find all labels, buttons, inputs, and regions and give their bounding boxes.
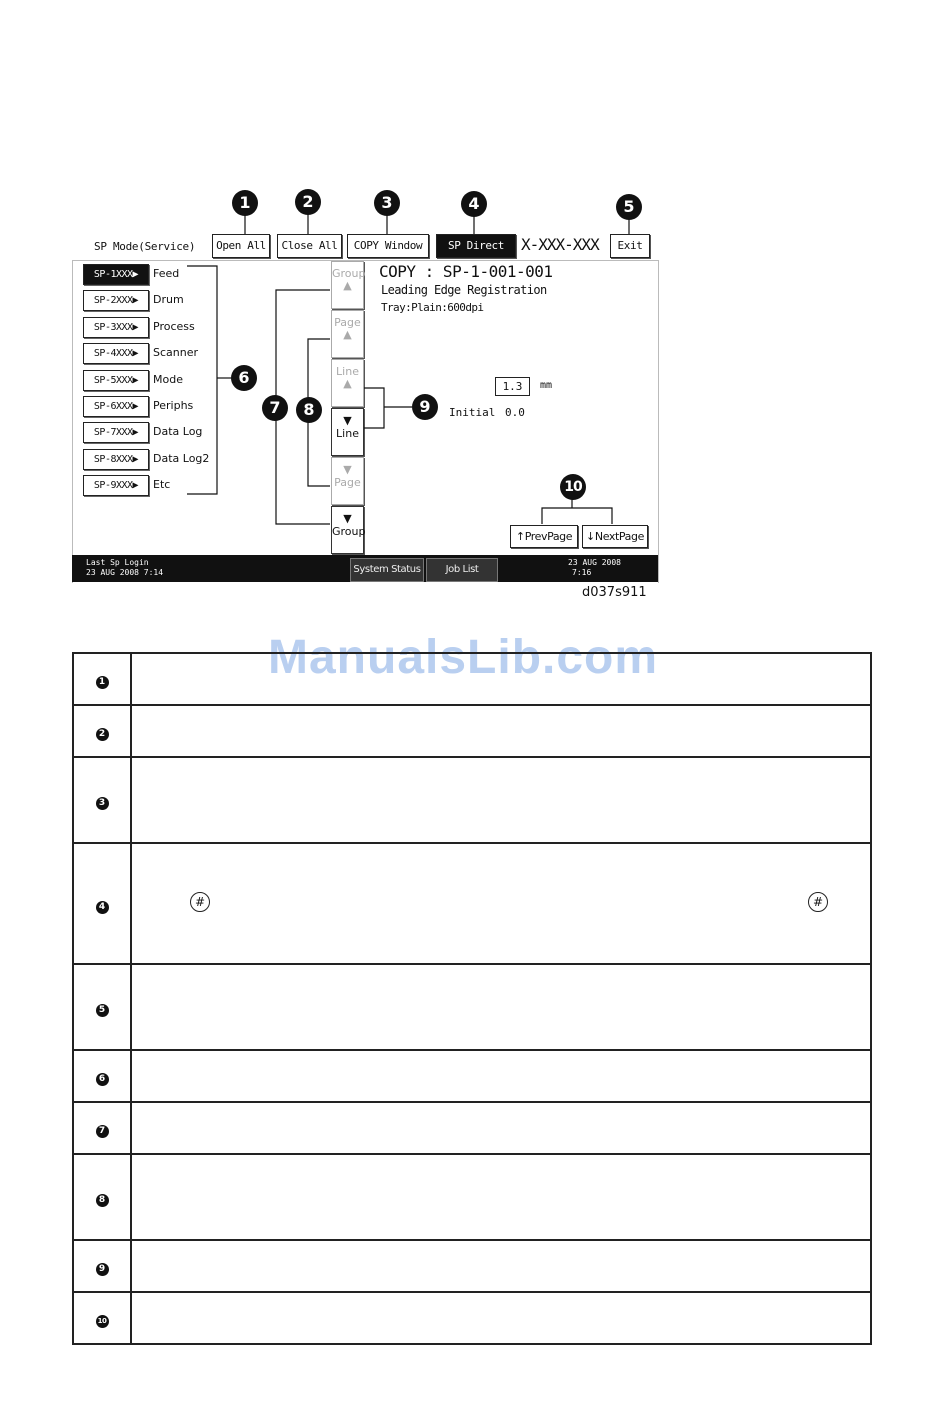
page-down-label: Page: [334, 476, 361, 489]
table-row: [73, 964, 871, 1050]
table-row: [73, 1240, 871, 1292]
table-row: [73, 1050, 871, 1102]
table-row: [73, 705, 871, 757]
sidebar-button-sp2[interactable]: SP-2XXX▶: [83, 290, 149, 311]
table-row: [73, 757, 871, 843]
line-down-label: Line: [336, 427, 359, 440]
callout-10: 10: [560, 474, 586, 500]
down-arrow-icon: ▼: [343, 414, 352, 427]
group-up-button[interactable]: [331, 261, 364, 309]
callout-5: 5: [616, 194, 642, 220]
initial-value: 0.0: [505, 406, 525, 419]
row-number: 1: [96, 676, 109, 689]
down-arrow-icon: ▼: [343, 512, 352, 525]
row-number: 5: [96, 1004, 109, 1017]
next-page-label: NextPage: [594, 530, 644, 543]
next-page-button[interactable]: [582, 525, 648, 548]
system-status-button[interactable]: System Status: [350, 558, 424, 582]
sidebar-label-data-log2: Data Log2: [153, 452, 210, 465]
sidebar-label-drum: Drum: [153, 293, 184, 306]
up-arrow-icon: ▲: [343, 279, 352, 292]
row-number: 10: [96, 1315, 109, 1328]
sidebar-button-sp5[interactable]: SP-5XXX▶: [83, 370, 149, 391]
callout-9: 9: [412, 394, 438, 420]
line-up-button[interactable]: [331, 359, 364, 407]
sidebar-label-scanner: Scanner: [153, 346, 199, 359]
page-up-button[interactable]: [331, 310, 364, 358]
group-up-label: Group: [332, 267, 366, 280]
sp-item-condition: Tray:Plain:600dpi: [381, 301, 484, 314]
down-arrow-icon: ↓: [586, 530, 595, 543]
hash-key-icon: #: [190, 892, 210, 912]
down-arrow-icon: ▼: [343, 463, 352, 476]
line-up-label: Line: [336, 365, 359, 378]
sidebar-label-data-log: Data Log: [153, 425, 203, 438]
row-number: 6: [96, 1073, 109, 1086]
legend-table: [72, 652, 872, 1345]
row-number: 9: [96, 1263, 109, 1276]
value-input[interactable]: 1.3: [495, 377, 530, 396]
sp-screen: [72, 260, 659, 583]
last-login-label: Last Sp Login: [86, 558, 149, 567]
sp-header: [70, 234, 660, 260]
last-login: [86, 558, 163, 578]
sidebar-label-etc: Etc: [153, 478, 171, 491]
callout-6: 6: [231, 365, 257, 391]
sp-code-title: COPY : SP-1-001-001: [379, 262, 553, 281]
watermark: ManualsLib.com: [268, 631, 659, 684]
hash-key-icon: #: [808, 892, 828, 912]
table-row: [73, 843, 871, 964]
close-all-button[interactable]: Close All: [277, 234, 342, 258]
group-down-button[interactable]: [331, 506, 364, 554]
sidebar-button-sp9[interactable]: SP-9XXX▶: [83, 475, 149, 496]
sidebar-label-process: Process: [153, 320, 195, 333]
callout-1: 1: [232, 190, 258, 216]
line-down-button[interactable]: [331, 408, 364, 456]
table-row: [73, 1154, 871, 1240]
sidebar-button-sp1[interactable]: SP-1XXX▶: [83, 264, 149, 285]
open-all-button[interactable]: Open All: [212, 234, 270, 258]
mode-title: SP Mode(Service): [94, 240, 196, 253]
table-row: [73, 1102, 871, 1154]
model-code: X-XXX-XXX: [521, 235, 599, 254]
callout-3: 3: [374, 190, 400, 216]
up-arrow-icon: ▲: [343, 328, 352, 341]
status-date: [568, 558, 621, 578]
exit-button[interactable]: Exit: [610, 234, 650, 258]
row-number: 7: [96, 1125, 109, 1138]
sidebar-button-sp7[interactable]: SP-7XXX▶: [83, 422, 149, 443]
copy-window-button[interactable]: COPY Window: [347, 234, 429, 258]
table-row: [73, 1292, 871, 1344]
row-number: 8: [96, 1194, 109, 1207]
status-bar: [72, 555, 658, 582]
initial-label: Initial: [449, 406, 496, 419]
row-number: 4: [96, 901, 109, 914]
row-number: 3: [96, 797, 109, 810]
page-up-label: Page: [334, 316, 361, 329]
status-date-day: 23 AUG 2008: [568, 558, 621, 567]
callout-8: 8: [296, 397, 322, 423]
value-unit: mm: [540, 380, 553, 391]
callout-2: 2: [295, 189, 321, 215]
prev-page-label: PrevPage: [524, 530, 573, 543]
sidebar-label-feed: Feed: [153, 267, 180, 280]
callout-7: 7: [262, 395, 288, 421]
job-list-button[interactable]: Job List: [426, 558, 498, 582]
sidebar-button-sp3[interactable]: SP-3XXX▶: [83, 317, 149, 338]
figure-id: d037s911: [582, 585, 647, 600]
callout-4: 4: [461, 191, 487, 217]
row-number: 2: [96, 728, 109, 741]
sidebar-button-sp8[interactable]: SP-8XXX▶: [83, 449, 149, 470]
prev-page-button[interactable]: [510, 525, 578, 548]
sidebar-button-sp6[interactable]: SP-6XXX▶: [83, 396, 149, 417]
last-login-date: 23 AUG 2008 7:14: [86, 568, 164, 577]
group-down-label: Group: [332, 525, 366, 538]
sidebar-button-sp4[interactable]: SP-4XXX▶: [83, 343, 149, 364]
up-arrow-icon: ▲: [343, 377, 352, 390]
status-date-time: 7:16: [572, 568, 592, 577]
sidebar-label-mode: Mode: [153, 373, 183, 386]
sidebar-label-periphs: Periphs: [153, 399, 194, 412]
sp-direct-button[interactable]: SP Direct: [436, 234, 516, 258]
up-arrow-icon: ↑: [515, 530, 525, 543]
page-down-button[interactable]: [331, 457, 364, 505]
sp-item-name: Leading Edge Registration: [381, 283, 547, 297]
table-row: [73, 653, 871, 705]
